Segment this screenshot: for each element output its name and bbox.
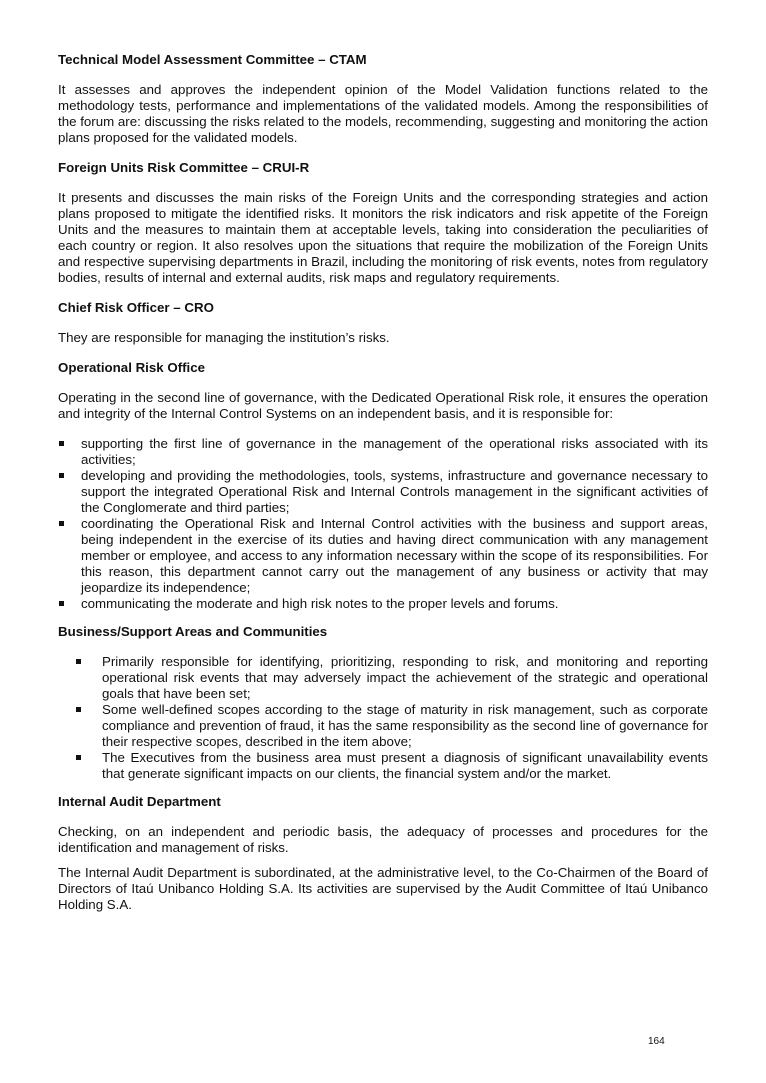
document-page xyxy=(58,52,708,927)
list-item xyxy=(58,468,708,516)
page-number: 164 xyxy=(648,1036,665,1047)
square-bullet-icon xyxy=(59,473,64,478)
list-item xyxy=(58,654,708,702)
list-item xyxy=(58,750,708,782)
crui-paragraph: It presents and discusses the main risks of the Foreign Units and the corresponding strategies and action plans proposed to mitigate the identified risks. It monitors the risk indicators and risk appetite of the Foreign Units and the measures to maintain them at acceptable levels, taking into consideration the peculiarities of each country or region. It also resolves upon the situations that require the mobilization of the Foreign Units and respective supervising departments in Brazil, including the monitoring of risk events, notes from regulatory bodies, results of internal and external audits, risk maps and regulatory requirements. xyxy=(58,190,708,285)
business-bullet-list xyxy=(58,654,708,782)
oro-paragraph: Operating in the second line of governance, with the Dedicated Operational Risk role, it ensures the operation and integrity of the Internal Control Systems on an independent basis, and it is responsible for: xyxy=(58,390,708,421)
cro-heading: Chief Risk Officer – CRO xyxy=(58,300,214,315)
list-item-text: The Executives from the business area must present a diagnosis of significant unavailability events that generate significant impacts on our clients, the financial system and/or the market. xyxy=(102,750,708,781)
list-item-text: developing and providing the methodologies, tools, systems, infrastructure and governance necessary to support the integrated Operational Risk and Internal Controls management in the significant activities of the Conglomerate and third parties; xyxy=(81,468,708,515)
list-item xyxy=(58,702,708,750)
list-item-text: communicating the moderate and high risk notes to the proper levels and forums. xyxy=(81,596,559,611)
square-bullet-icon xyxy=(76,707,81,712)
list-item xyxy=(58,516,708,596)
list-item-text: supporting the first line of governance in the management of the operational risks associated with its activities; xyxy=(81,436,708,467)
audit-heading: Internal Audit Department xyxy=(58,794,221,809)
list-item-text: Some well-defined scopes according to the stage of maturity in risk management, such as corporate compliance and prevention of fraud, it has the same responsibility as the second line of governance for their respective scopes, described in the item above; xyxy=(102,702,708,749)
ctam-heading: Technical Model Assessment Committee – CTAM xyxy=(58,52,367,67)
audit-paragraph-2: The Internal Audit Department is subordinated, at the administrative level, to the Co-Chairmen of the Board of Directors of Itaú Unibanco Holding S.A. Its activities are supervised by the Audit Committee of Itaú Unibanco Holding S.A. xyxy=(58,865,708,912)
square-bullet-icon xyxy=(59,601,64,606)
oro-bullet-list xyxy=(58,436,708,612)
list-item-text: coordinating the Operational Risk and Internal Control activities with the business and support areas, being independent in the exercise of its duties and having direct communication with any management member or employee, and access to any information necessary within the scope of its responsibilities. For this reason, this department cannot carry out the management of any business or activity that may jeopardize its independence; xyxy=(81,516,708,595)
square-bullet-icon xyxy=(59,441,64,446)
oro-heading: Operational Risk Office xyxy=(58,360,206,375)
cro-paragraph: They are responsible for managing the institution’s risks. xyxy=(58,330,390,345)
audit-paragraph-1: Checking, on an independent and periodic basis, the adequacy of processes and procedures for the identification and management of risks. xyxy=(58,824,708,855)
list-item xyxy=(58,436,708,468)
square-bullet-icon xyxy=(76,755,81,760)
square-bullet-icon xyxy=(59,521,64,526)
list-item-text: Primarily responsible for identifying, prioritizing, responding to risk, and monitoring and reporting operational risk events that may adversely impact the achievement of the strategic and operational goals that have been set; xyxy=(102,654,708,701)
square-bullet-icon xyxy=(76,659,81,664)
ctam-paragraph: It assesses and approves the independent opinion of the Model Validation functions related to the methodology tests, performance and implementations of the validated models. Among the responsibilities of the forum are: discussing the risks related to the models, recommending, suggesting and monitoring the action plans proposed for the validated models. xyxy=(58,82,708,145)
business-heading: Business/Support Areas and Communities xyxy=(58,624,328,639)
list-item xyxy=(58,596,708,612)
crui-heading: Foreign Units Risk Committee – CRUI-R xyxy=(58,160,310,175)
